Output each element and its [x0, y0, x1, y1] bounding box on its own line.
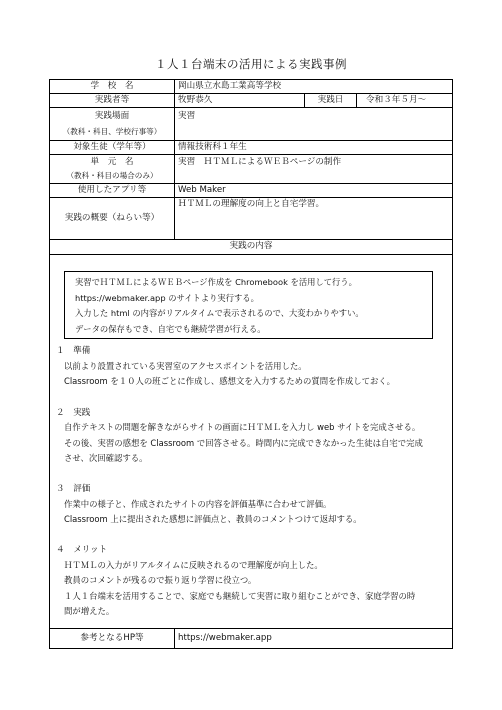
reference-url: https://webmaker.app — [178, 633, 272, 643]
unit-sub-label: （教科・科目の場合のみ） — [66, 171, 158, 180]
column-divider — [174, 628, 175, 649]
section-line: その後、実習の感想を Classroom で回答させる。時間内に完成できなかった生徒は自宅で完成 — [64, 438, 423, 448]
unit-label: 単 元 名 — [90, 157, 134, 167]
summary-line: 実習でＨＴＭＬによるＷＥＢページ作成を Chromebook を活用して行う。 — [75, 277, 357, 287]
school-label: 学 校 名 — [90, 81, 134, 91]
section-line: 自作テキストの問題を解きながらサイトの画面にＨＴＭＬを入力し web サイトを完成させる。 — [64, 422, 421, 432]
unit-value: 実習 ＨＴＭＬによるＷＥＢページの制作 — [178, 157, 342, 167]
practice-report-table — [49, 79, 453, 649]
target-value: 情報技術科１年生 — [178, 142, 247, 152]
section-line: 間が増えた。 — [64, 606, 115, 616]
practitioner-label: 実践者等 — [94, 95, 130, 105]
apps-value: Web Maker — [178, 185, 226, 195]
scene-label: 実践場面 — [94, 111, 130, 121]
section-line: Classroom 上に提出された感想に評価点と、教員のコメントつけて返却する。 — [64, 514, 362, 524]
reference-label: 参考となるHP等 — [80, 633, 144, 643]
section-line: ＨＴＭＬの入力がリアルタイムに反映されるので理解度が向上した。 — [64, 560, 323, 570]
section-line: させ、次回確認する。 — [64, 453, 148, 463]
section-heading: ３ 評価 — [56, 484, 91, 494]
practitioner-value: 牧野恭久 — [178, 95, 213, 105]
content-header: 実践の内容 — [229, 241, 273, 251]
school-value: 岡山県立水島工業高等学校 — [178, 81, 282, 91]
row-divider — [50, 628, 452, 629]
date-value: 令和３年５月～ — [366, 95, 427, 105]
overview-value: ＨＴＭＬの理解度の向上と自宅学習。 — [178, 199, 325, 209]
overview-label: 実践の概要（ねらい等） — [64, 213, 160, 223]
summary-line: 入力した html の内容がリアルタイムで表示されるので、大変わかりやすい。 — [75, 308, 364, 318]
section-line: １人１台端末を活用することで、家庭でも継続して実習に取り組むことができ、家庭学習の時 — [64, 591, 416, 601]
section-line: 以前より設置されている実習室のアクセスポイントを活用した。 — [64, 361, 307, 371]
section-heading: １ 準備 — [56, 346, 91, 356]
target-label: 対象生徒（学年等） — [73, 142, 151, 152]
summary-box — [64, 271, 433, 339]
date-label: 実践日 — [317, 95, 344, 105]
row-divider — [50, 154, 452, 155]
column-divider — [174, 80, 175, 239]
summary-line: https://webmaker.app のサイトより実行する。 — [75, 293, 259, 303]
row-divider — [50, 254, 452, 255]
section-line: Classroom を１０人の班ごとに作成し、感想文を入力するための質問を作成しておく。 — [64, 376, 395, 386]
column-divider — [356, 93, 357, 107]
row-divider — [50, 107, 452, 108]
page-title: １人１台端末の活用による実践事例 — [155, 57, 347, 71]
scene-value: 実習 — [178, 111, 196, 121]
section-heading: ４ メリット — [56, 545, 108, 555]
summary-line: データの保存もでき、自宅でも継続学習が行える。 — [75, 324, 266, 334]
section-heading: ２ 実践 — [56, 408, 91, 418]
section-line: 作業中の様子と、作成されたサイトの内容を評価基準に合わせて評価。 — [64, 499, 332, 509]
scene-sub-label: （教科・科目、学校行事等） — [62, 127, 162, 136]
section-line: 教員のコメントが残るので振り返り学習に役立つ。 — [64, 575, 257, 585]
apps-label: 使用したアプリ等 — [77, 185, 147, 195]
